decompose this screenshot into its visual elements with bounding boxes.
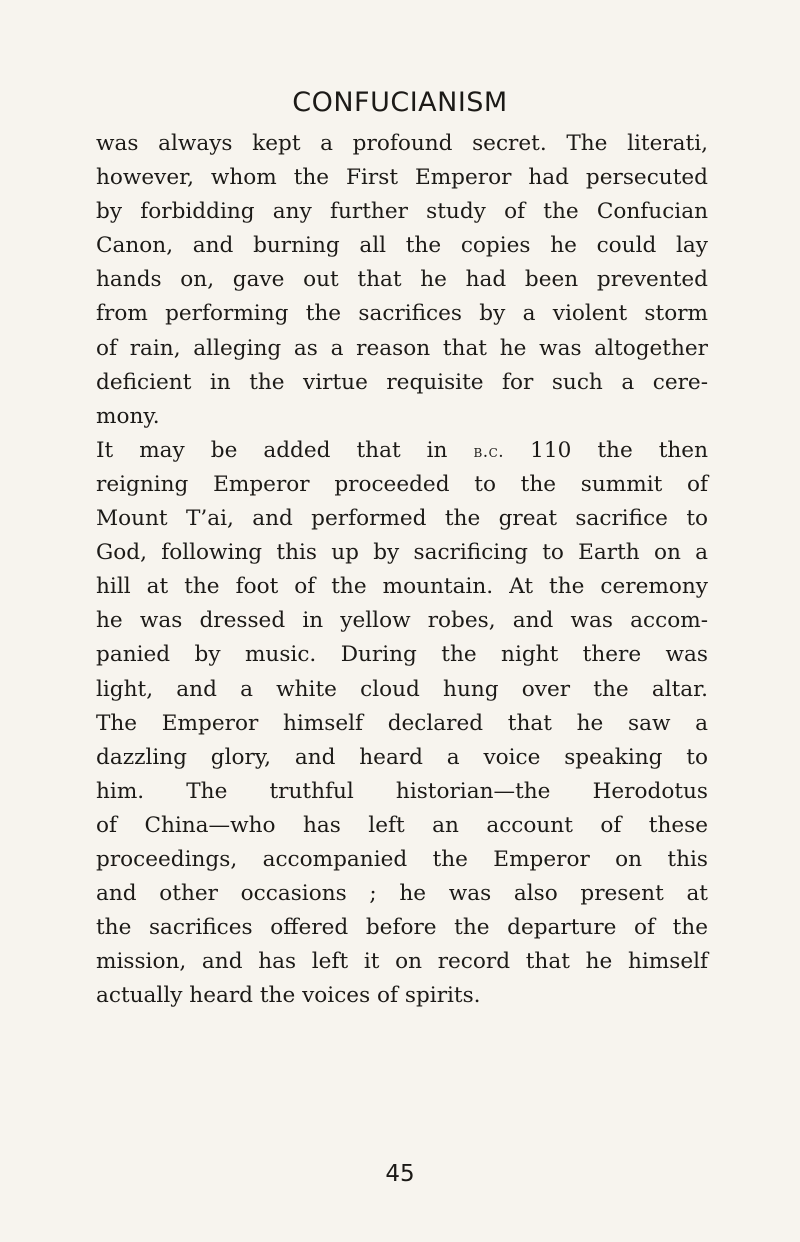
text-segment: 110 the then <box>504 437 708 463</box>
text-line: of China—who has left an account of these <box>96 812 708 838</box>
text-line: him. The truthful historian—the Herodotus <box>96 778 708 804</box>
text-line: hands on, gave out that he had been prevented <box>96 267 708 293</box>
text-line: mission, and has left it on record that he himself <box>96 949 708 975</box>
text-line: from performing the sacrifices by a violent storm <box>96 301 708 327</box>
text-line: deficient in the virtue requisite for such a cere- <box>96 369 708 395</box>
text-line: proceedings, accompanied the Emperor on this <box>96 846 708 872</box>
text-line: mony. <box>96 403 160 429</box>
text-line: light, and a white cloud hung over the altar. <box>96 676 708 702</box>
text-line: however, whom the First Emperor had persecuted <box>96 165 708 191</box>
text-line: and other occasions ; he was also present at <box>96 881 708 907</box>
text-line: Canon, and burning all the copies he could lay <box>96 233 708 259</box>
text-line: Mount T’ai, and performed the great sacrifice to <box>96 506 708 532</box>
paragraph-start-line <box>96 434 708 468</box>
era-abbreviation: b.c. <box>473 440 505 461</box>
page-number: 45 <box>385 1161 415 1187</box>
text-line: panied by music. During the night there was <box>96 642 708 668</box>
text-segment: It may be added that in <box>96 437 474 463</box>
text-line: he was dressed in yellow robes, and was accom- <box>96 608 708 634</box>
body-text <box>96 127 708 1013</box>
text-line: of rain, alleging as a reason that he was altogether <box>96 335 708 361</box>
text-line: hill at the foot of the mountain. At the ceremony <box>96 574 708 600</box>
text-line: the sacrifices offered before the departure of the <box>96 915 708 941</box>
text-line: God, following this up by sacrificing to Earth on a <box>96 540 708 566</box>
text-line: The Emperor himself declared that he saw a <box>96 710 708 736</box>
text-line: was always kept a profound secret. The literati, <box>96 131 708 156</box>
text-line: dazzling glory, and heard a voice speaking to <box>96 744 708 770</box>
running-head: CONFUCIANISM <box>292 87 508 118</box>
text-line: by forbidding any further study of the Confucian <box>96 199 708 225</box>
text-line: actually heard the voices of spirits. <box>96 983 481 1009</box>
text-line: reigning Emperor proceeded to the summit of <box>96 471 708 497</box>
